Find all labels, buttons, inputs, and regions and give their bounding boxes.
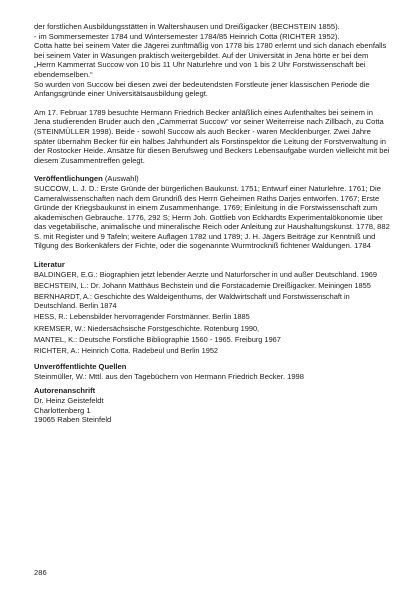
- literature-entry: BALDINGER, E.G.: Biographien jetzt lebender Aerzte und Naturforscher in und außer Deutschland. 1969: [34, 269, 378, 279]
- unpublished-heading: Unveröffentlichte Quellen: [34, 362, 127, 372]
- author-name: Dr. Heinz Geistefeldt: [34, 396, 104, 406]
- page-number: 286: [34, 568, 47, 577]
- literature-entry: BERNHARDT, A.: Geschichte des Waldeigenthums, der Waldwirtschaft und Forstwissenschaft in Deutschland. Berlin 1874: [34, 292, 350, 311]
- intro-line-1: der forstlichen Ausbildungsstätten in Waltershausen und Dreißigacker (BECHSTEIN 1855).: [34, 22, 340, 31]
- author-street: Charlottenberg 1: [34, 405, 91, 415]
- literature-entry: MANTEL, K.: Deutsche Forstliche Bibliographie 1560 - 1965. Freiburg 1967: [34, 334, 281, 344]
- intro-line-2: - im Sommersemester 1784 und Wintersemester 1784/85 Heinrich Cotta (RICHTER 1952).: [34, 31, 340, 41]
- literature-entry: HESS, R.: Lebensbilder hervorragender Forstmänner. Berlin 1885: [34, 312, 250, 322]
- succow-paragraph: So wurden von Succow bei diesen zwei der bedeutendsten Forstleute jener klassischen Periode die Anfangsgründe einer Universitätsausbildung gelegt.: [34, 79, 370, 99]
- page-content: [34, 22, 390, 425]
- publications-text: SUCCOW, L. J. D.: Erste Gründe der bürgerlichen Baukunst. 1751; Entwurf einer Naturlehre. 1761; Die Cameralwissenschaften nach dem Grundriß des Herrn Geheimen Raths Darjes entworfen. 1767; Erste Gründe der Kriegsbaukunst in einem Zusammenhange. 1769; Einleitung in die Forstwissenschaft zum akademischen Gebrauche. 1776, 292 S; Herrn Joh. Gottlieb von Eckhardts Experimentalökonomie über das vegetabilische, animalische und mineralische Reich oder Anleitung zur Haushaltungskunst. 1778, 882 S. mit Register und 9 Tafeln; weitere Auflagen 1782 und 1789; J. H. Jägers Beiträge zur Kenntniß und Tilgung des Borkenkäfers der Fichte, oder die sogenannte Wurmtrockniß fichtener Waldungen. 1784: [34, 183, 390, 251]
- author-heading: Autorenanschrift: [34, 386, 96, 396]
- unpublished-text: Steinmüller, W.: Mttl. aus den Tagebüchern von Hermann Friedrich Becker. 1998: [34, 371, 304, 381]
- literature-entry: RICHTER, A.: Heinrich Cotta. Radebeul und Berlin 1952: [34, 346, 219, 356]
- publications-heading-note: (Auswahl): [104, 174, 139, 184]
- literature-entry: KREMSER, W.: Niedersächsische Forstgeschichte. Rotenburg 1990,: [34, 323, 260, 333]
- literature-heading: Literatur: [34, 260, 65, 270]
- literature-entry: BECHSTEIN, L.: Dr. Johann Matthäus Bechstein und die Forstacademie Dreißigacker. Meiningen 1855: [34, 280, 371, 290]
- author-city: 19065 Raben Steinfeld: [34, 415, 112, 425]
- publications-heading: Veröffentlichungen (Auswahl): [34, 174, 139, 184]
- cotta-paragraph: Cotta hatte bei seinem Vater die Jägerei zunftmäßig von 1778 bis 1780 erlernt und sich danach ebenfalls bei seinem Vater in Wasungen praktisch weitergebildet. Auf der Universität in Jena hörte er bei dem „Herrn Kammerrat Succow von 10 bis 11 Uhr Naturlehre und von 1 bis 2 Uhr Forstwissenschaft bei ebendemselben.“: [34, 41, 387, 79]
- becker-paragraph: Am 17. Februar 1789 besuchte Hermann Friedrich Becker anläßlich eines Aufenthaltes bei seinem in Jena studierenden Bruder auch den „Cammerrat Succow“ vor seiner Weiterreise nach Zillbach, zu Cotta (STEINMÜLLER 1998). Beide - sowohl Succow als auch Becker - waren Mecklenburger. Zwei Jahre später übernahm Becker für ein halbes Jahrhundert als Forstinspektor die Leitung der Forstverwaltung in der Rostocker Heide. Ansätze für diesen Berufsweg und Beckers Lebensaufgabe wurden vielleicht mit bei diesem Zusammentreffen gelegt.: [34, 107, 390, 165]
